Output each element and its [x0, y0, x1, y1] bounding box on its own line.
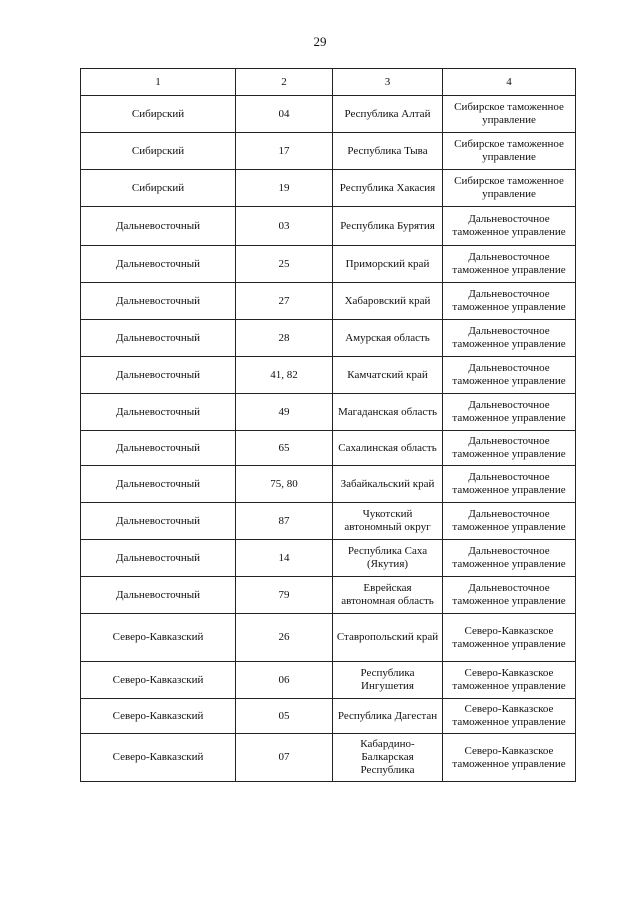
customs-office-cell: Дальневосточное таможенное управление	[443, 207, 576, 246]
region-code-cell: 03	[236, 207, 333, 246]
subject-name-cell: Республика Бурятия	[333, 207, 443, 246]
region-code-cell: 49	[236, 394, 333, 431]
region-code-cell: 28	[236, 320, 333, 357]
customs-office-cell: Дальневосточное таможенное управление	[443, 503, 576, 540]
table-row	[81, 170, 576, 207]
regions-table	[80, 68, 576, 782]
subject-name-cell: Приморский край	[333, 246, 443, 283]
customs-office-cell: Сибирское таможенное управление	[443, 96, 576, 133]
table-header-row	[81, 69, 576, 96]
subject-name-cell: Забайкальский край	[333, 466, 443, 503]
table-row	[81, 662, 576, 699]
customs-office-cell: Дальневосточное таможенное управление	[443, 394, 576, 431]
region-code-cell: 87	[236, 503, 333, 540]
federal-district-cell: Северо-Кавказский	[81, 699, 236, 734]
federal-district-cell: Дальневосточный	[81, 283, 236, 320]
table-row	[81, 246, 576, 283]
federal-district-cell: Дальневосточный	[81, 466, 236, 503]
federal-district-cell: Северо-Кавказский	[81, 614, 236, 662]
federal-district-cell: Дальневосточный	[81, 207, 236, 246]
federal-district-cell: Дальневосточный	[81, 431, 236, 466]
customs-office-cell: Дальневосточное таможенное управление	[443, 246, 576, 283]
region-code-cell: 19	[236, 170, 333, 207]
subject-name-cell: Республика Тыва	[333, 133, 443, 170]
region-code-cell: 75, 80	[236, 466, 333, 503]
table-row	[81, 577, 576, 614]
subject-name-cell: Республика Алтай	[333, 96, 443, 133]
subject-name-cell: Кабардино-Балкарская Республика	[333, 734, 443, 782]
federal-district-cell: Дальневосточный	[81, 357, 236, 394]
table-row	[81, 320, 576, 357]
customs-office-cell: Дальневосточное таможенное управление	[443, 577, 576, 614]
region-code-cell: 07	[236, 734, 333, 782]
region-code-cell: 17	[236, 133, 333, 170]
subject-name-cell: Республика Ингушетия	[333, 662, 443, 699]
table-row	[81, 466, 576, 503]
table-row	[81, 207, 576, 246]
customs-office-cell: Северо-Кавказское таможенное управление	[443, 662, 576, 699]
customs-office-cell: Сибирское таможенное управление	[443, 133, 576, 170]
subject-name-cell: Амурская область	[333, 320, 443, 357]
region-code-cell: 65	[236, 431, 333, 466]
table-row	[81, 503, 576, 540]
federal-district-cell: Северо-Кавказский	[81, 734, 236, 782]
federal-district-cell: Дальневосточный	[81, 540, 236, 577]
customs-office-cell: Дальневосточное таможенное управление	[443, 540, 576, 577]
federal-district-cell: Дальневосточный	[81, 246, 236, 283]
federal-district-cell: Дальневосточный	[81, 577, 236, 614]
table-row	[81, 394, 576, 431]
table-row	[81, 133, 576, 170]
column-header: 3	[333, 69, 443, 96]
table-body	[81, 96, 576, 782]
federal-district-cell: Дальневосточный	[81, 320, 236, 357]
region-code-cell: 27	[236, 283, 333, 320]
customs-office-cell: Дальневосточное таможенное управление	[443, 431, 576, 466]
customs-office-cell: Северо-Кавказское таможенное управление	[443, 699, 576, 734]
customs-office-cell: Дальневосточное таможенное управление	[443, 283, 576, 320]
table-row	[81, 699, 576, 734]
region-code-cell: 26	[236, 614, 333, 662]
customs-office-cell: Сибирское таможенное управление	[443, 170, 576, 207]
region-code-cell: 79	[236, 577, 333, 614]
subject-name-cell: Чукотский автономный округ	[333, 503, 443, 540]
customs-office-cell: Дальневосточное таможенное управление	[443, 466, 576, 503]
federal-district-cell: Дальневосточный	[81, 394, 236, 431]
customs-office-cell: Северо-Кавказское таможенное управление	[443, 734, 576, 782]
column-header: 1	[81, 69, 236, 96]
subject-name-cell: Республика Саха (Якутия)	[333, 540, 443, 577]
region-code-cell: 25	[236, 246, 333, 283]
federal-district-cell: Сибирский	[81, 96, 236, 133]
table-row	[81, 96, 576, 133]
subject-name-cell: Еврейская автономная область	[333, 577, 443, 614]
subject-name-cell: Республика Дагестан	[333, 699, 443, 734]
table-row	[81, 357, 576, 394]
region-code-cell: 41, 82	[236, 357, 333, 394]
page-number: 29	[313, 34, 327, 49]
column-header: 2	[236, 69, 333, 96]
subject-name-cell: Республика Хакасия	[333, 170, 443, 207]
region-code-cell: 04	[236, 96, 333, 133]
customs-office-cell: Дальневосточное таможенное управление	[443, 357, 576, 394]
subject-name-cell: Ставропольский край	[333, 614, 443, 662]
customs-office-cell: Северо-Кавказское таможенное управление	[443, 614, 576, 662]
region-code-cell: 05	[236, 699, 333, 734]
federal-district-cell: Сибирский	[81, 170, 236, 207]
federal-district-cell: Дальневосточный	[81, 503, 236, 540]
table-row	[81, 431, 576, 466]
region-code-cell: 14	[236, 540, 333, 577]
column-header: 4	[443, 69, 576, 96]
federal-district-cell: Северо-Кавказский	[81, 662, 236, 699]
subject-name-cell: Камчатский край	[333, 357, 443, 394]
table-row	[81, 734, 576, 782]
table-row	[81, 283, 576, 320]
table-row	[81, 540, 576, 577]
federal-district-cell: Сибирский	[81, 133, 236, 170]
subject-name-cell: Хабаровский край	[333, 283, 443, 320]
table-row	[81, 614, 576, 662]
subject-name-cell: Магаданская область	[333, 394, 443, 431]
customs-office-cell: Дальневосточное таможенное управление	[443, 320, 576, 357]
subject-name-cell: Сахалинская область	[333, 431, 443, 466]
region-code-cell: 06	[236, 662, 333, 699]
